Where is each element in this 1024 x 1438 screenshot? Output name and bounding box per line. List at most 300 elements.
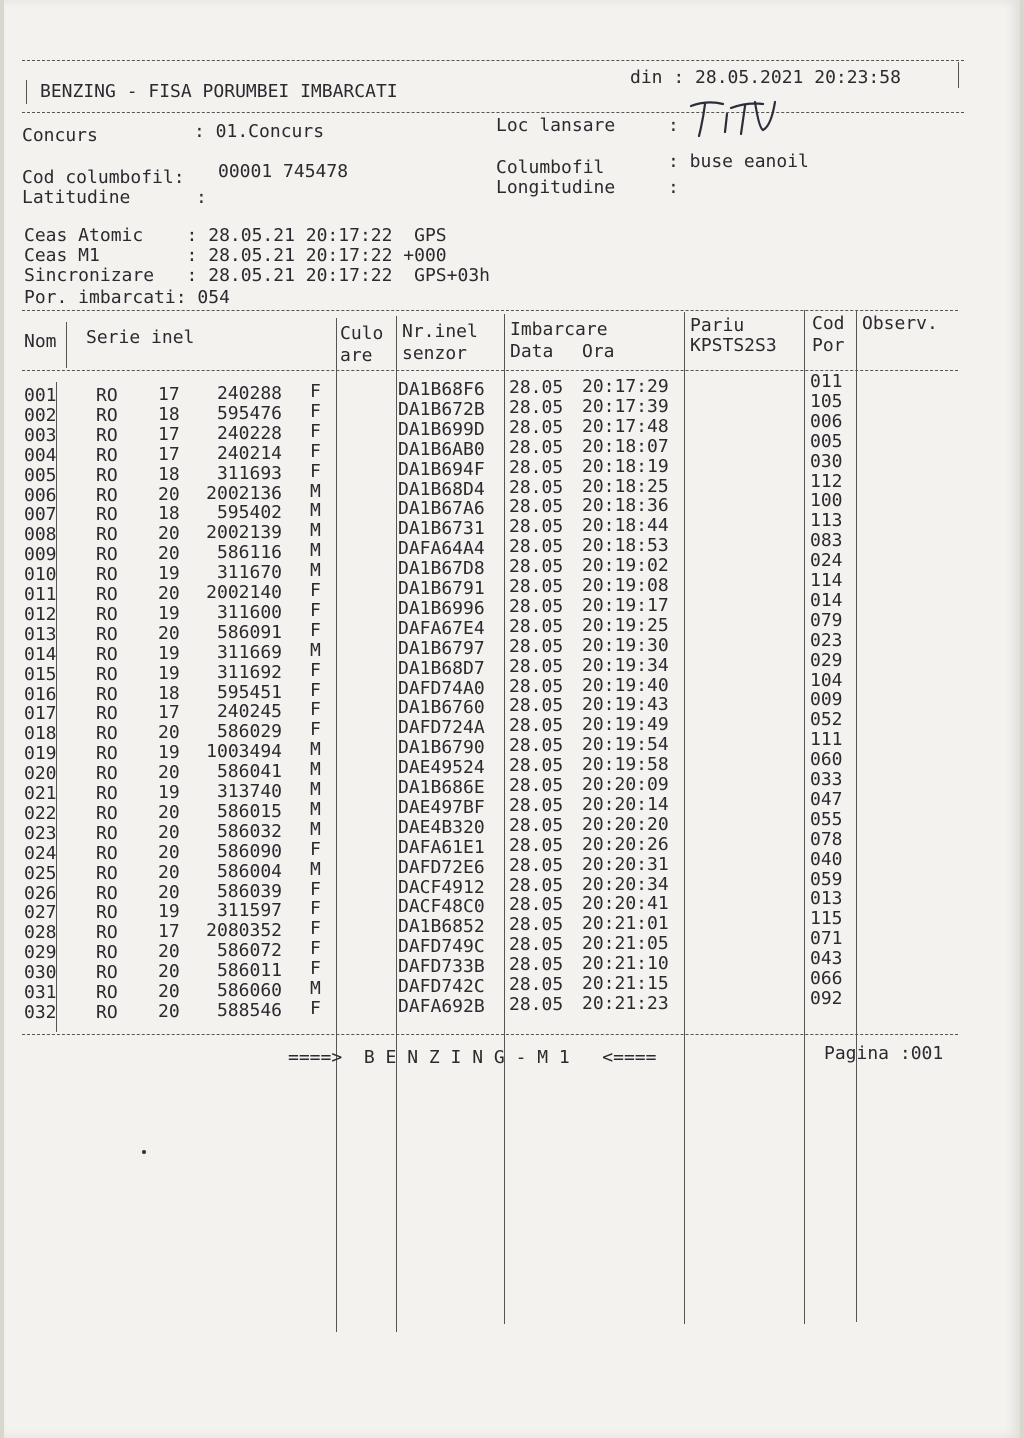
sensor-cell: DAFA61E1 bbox=[398, 836, 485, 858]
sex-cell: F bbox=[310, 580, 321, 601]
ring-number-cell: 586011 bbox=[216, 960, 282, 982]
sex-cell: F bbox=[310, 918, 321, 940]
ring-number-cell: 595402 bbox=[216, 502, 282, 524]
cod-por-cell: 005 bbox=[810, 430, 843, 452]
nom-cell: 013 bbox=[24, 623, 57, 645]
date-cell: 28.05 bbox=[509, 775, 564, 796]
col-header-serie: Serie inel bbox=[86, 327, 195, 348]
ring-number-cell: 586091 bbox=[216, 621, 282, 643]
time-cell: 20:19:02 bbox=[582, 555, 669, 577]
date-cell: 28.05 bbox=[509, 974, 564, 995]
sensor-cell: DA1B68D7 bbox=[398, 657, 485, 679]
sex-cell: F bbox=[310, 400, 321, 422]
sensor-cell: DA1B694F bbox=[398, 458, 485, 480]
sex-cell: M bbox=[310, 978, 321, 999]
sensor-cell: DA1B6790 bbox=[398, 737, 485, 759]
year-cell: 20 bbox=[158, 881, 180, 903]
ring-number-cell: 311597 bbox=[216, 900, 282, 922]
nom-cell: 001 bbox=[24, 385, 57, 406]
time-cell: 20:19:54 bbox=[582, 734, 669, 756]
sex-cell: M bbox=[310, 779, 321, 800]
col-header-culoare-1: Culo bbox=[340, 323, 384, 344]
cod-por-cell: 083 bbox=[810, 530, 843, 552]
sensor-cell: DA1B6731 bbox=[398, 518, 485, 540]
country-cell: RO bbox=[96, 564, 118, 586]
printed-sheet bbox=[4, 0, 1020, 1438]
country-cell: RO bbox=[96, 404, 118, 426]
time-cell: 20:20:20 bbox=[582, 813, 669, 835]
ring-number-cell: 311670 bbox=[216, 562, 282, 584]
footer-page-number: Pagina :001 bbox=[824, 1043, 944, 1064]
ring-number-cell: 586060 bbox=[216, 980, 282, 1001]
sex-cell: F bbox=[310, 719, 321, 741]
sensor-cell: DA1B6AB0 bbox=[398, 438, 485, 460]
date-cell: 28.05 bbox=[509, 476, 564, 498]
cod-por-cell: 079 bbox=[810, 609, 843, 631]
year-cell: 20 bbox=[158, 483, 180, 505]
sensor-cell: DA1B68F6 bbox=[398, 379, 485, 400]
ring-number-cell: 586090 bbox=[216, 840, 282, 862]
time-cell: 20:19:40 bbox=[582, 674, 669, 696]
loc-lansare-label: Loc lansare bbox=[496, 115, 616, 136]
cod-por-cell: 114 bbox=[810, 570, 843, 591]
sensor-cell: DA1B67D8 bbox=[398, 558, 485, 580]
date-cell: 28.05 bbox=[509, 456, 564, 478]
time-cell: 20:19:25 bbox=[582, 614, 669, 636]
country-cell: RO bbox=[96, 723, 118, 745]
latitudine-label: Latitudine bbox=[22, 187, 131, 208]
cod-por-cell: 030 bbox=[810, 450, 843, 472]
time-cell: 20:20:26 bbox=[582, 833, 669, 855]
country-cell: RO bbox=[96, 683, 118, 705]
nom-cell: 003 bbox=[24, 424, 57, 446]
report-title: BENZING - FISA PORUMBEI IMBARCATI bbox=[40, 81, 398, 102]
cod-por-cell: 040 bbox=[810, 848, 843, 870]
country-cell: RO bbox=[96, 763, 118, 785]
country-cell: RO bbox=[96, 842, 118, 864]
sensor-cell: DA1B6852 bbox=[398, 916, 485, 938]
nom-cell: 016 bbox=[24, 683, 57, 705]
col-header-pariu-1: Pariu bbox=[690, 315, 745, 336]
sex-cell: F bbox=[310, 699, 321, 721]
sex-cell: M bbox=[310, 500, 321, 522]
ring-number-cell: 586004 bbox=[216, 860, 282, 882]
time-cell: 20:18:07 bbox=[582, 435, 669, 457]
year-cell: 17 bbox=[158, 384, 180, 405]
year-cell: 20 bbox=[158, 801, 180, 823]
country-cell: RO bbox=[96, 385, 118, 406]
time-cell: 20:18:36 bbox=[582, 495, 669, 517]
sensor-cell: DAFA692B bbox=[398, 995, 485, 1017]
sensor-cell: DACF4912 bbox=[398, 876, 485, 898]
sex-cell: F bbox=[310, 619, 321, 641]
sensor-cell: DA1B6996 bbox=[398, 597, 485, 619]
nom-cell: 028 bbox=[24, 922, 57, 944]
time-cell: 20:21:23 bbox=[582, 992, 669, 1014]
year-cell: 20 bbox=[158, 841, 180, 863]
cod-por-cell: 060 bbox=[810, 749, 843, 771]
nom-cell: 012 bbox=[24, 603, 57, 625]
longitudine-separator: : bbox=[668, 177, 679, 198]
cod-por-cell: 047 bbox=[810, 788, 843, 810]
year-cell: 19 bbox=[158, 642, 180, 664]
country-cell: RO bbox=[96, 942, 118, 964]
cod-por-cell: 011 bbox=[810, 371, 843, 392]
nom-cell: 004 bbox=[24, 444, 57, 466]
time-cell: 20:19:43 bbox=[582, 694, 669, 716]
cod-por-cell: 113 bbox=[810, 510, 843, 532]
sex-cell: M bbox=[310, 739, 321, 761]
year-cell: 20 bbox=[158, 1000, 180, 1022]
nom-cell: 020 bbox=[24, 763, 57, 785]
sensor-cell: DAFD72E6 bbox=[398, 856, 485, 878]
sex-cell: F bbox=[310, 938, 321, 960]
date-cell: 28.05 bbox=[509, 715, 564, 737]
country-cell: RO bbox=[96, 882, 118, 904]
year-cell: 20 bbox=[158, 622, 180, 644]
table-top-rule bbox=[22, 310, 958, 311]
country-cell: RO bbox=[96, 902, 118, 924]
year-cell: 20 bbox=[158, 523, 180, 545]
col-sep-nom bbox=[66, 322, 67, 368]
sex-cell: F bbox=[310, 420, 321, 442]
header-bottom-rule bbox=[22, 112, 964, 113]
sex-cell: M bbox=[310, 858, 321, 880]
country-cell: RO bbox=[96, 444, 118, 466]
date-cell: 28.05 bbox=[509, 536, 564, 558]
col-header-cod-2: Por bbox=[812, 335, 845, 356]
sensor-cell: DAFD733B bbox=[398, 956, 485, 978]
sex-cell: F bbox=[310, 997, 321, 1019]
date-cell: 28.05 bbox=[509, 615, 564, 637]
country-cell: RO bbox=[96, 703, 118, 725]
ring-number-cell: 311669 bbox=[216, 641, 282, 663]
ring-number-cell: 313740 bbox=[216, 781, 282, 802]
report-datetime: din : 28.05.2021 20:23:58 bbox=[630, 67, 901, 88]
col-header-nrinel-1: Nr.inel bbox=[402, 321, 478, 342]
date-cell: 28.05 bbox=[509, 635, 564, 657]
nom-cell: 029 bbox=[24, 942, 57, 964]
year-cell: 20 bbox=[158, 961, 180, 983]
sensor-cell: DACF48C0 bbox=[398, 896, 485, 918]
sensor-cell: DA1B6797 bbox=[398, 637, 485, 659]
date-cell: 28.05 bbox=[509, 954, 564, 976]
sex-cell: M bbox=[310, 560, 321, 582]
sensor-cell: DAFD74A0 bbox=[398, 677, 485, 699]
cod-por-cell: 066 bbox=[810, 968, 843, 989]
year-cell: 18 bbox=[158, 682, 180, 704]
sincronizare-line: Sincronizare : 28.05.21 20:17:22 GPS+03h bbox=[24, 265, 490, 286]
year-cell: 19 bbox=[158, 563, 180, 585]
nom-cell: 026 bbox=[24, 882, 57, 904]
sensor-cell: DA1B6791 bbox=[398, 578, 485, 599]
ring-number-cell: 586029 bbox=[216, 721, 282, 743]
date-cell: 28.05 bbox=[509, 993, 564, 1015]
cod-por-cell: 024 bbox=[810, 550, 843, 572]
time-cell: 20:19:49 bbox=[582, 714, 669, 736]
sensor-cell: DAFD742C bbox=[398, 976, 485, 997]
time-cell: 20:20:31 bbox=[582, 853, 669, 875]
ring-number-cell: 595451 bbox=[216, 681, 282, 703]
ring-number-cell: 2080352 bbox=[206, 920, 282, 942]
year-cell: 20 bbox=[158, 583, 180, 604]
sex-cell: M bbox=[310, 520, 321, 542]
year-cell: 17 bbox=[158, 921, 180, 943]
time-cell: 20:18:44 bbox=[582, 515, 669, 537]
sensor-cell: DA1B68D4 bbox=[398, 478, 485, 500]
year-cell: 19 bbox=[158, 782, 180, 803]
por-imbarcati-line: Por. imbarcati: 054 bbox=[24, 287, 230, 308]
sex-cell: F bbox=[310, 958, 321, 980]
cod-por-cell: 029 bbox=[810, 649, 843, 671]
date-cell: 28.05 bbox=[509, 834, 564, 856]
ring-number-cell: 2002140 bbox=[206, 582, 282, 603]
nom-cell: 018 bbox=[24, 723, 57, 745]
ring-number-cell: 588546 bbox=[216, 999, 282, 1021]
col-header-ora: Ora bbox=[582, 341, 615, 362]
nom-cell: 005 bbox=[24, 464, 57, 486]
year-cell: 20 bbox=[158, 941, 180, 963]
country-cell: RO bbox=[96, 663, 118, 685]
sex-cell: M bbox=[310, 759, 321, 781]
cod-por-cell: 104 bbox=[810, 669, 843, 691]
sensor-cell: DAFA67E4 bbox=[398, 617, 485, 639]
col-header-nom: Nom bbox=[24, 331, 57, 352]
ring-number-cell: 586041 bbox=[216, 761, 282, 783]
nom-cell: 024 bbox=[24, 842, 57, 864]
col-header-observ: Observ. bbox=[862, 313, 938, 334]
country-cell: RO bbox=[96, 643, 118, 665]
sensor-cell: DAE497BF bbox=[398, 796, 485, 818]
sex-cell: M bbox=[310, 639, 321, 661]
ring-number-cell: 586015 bbox=[216, 800, 282, 822]
nom-cell: 008 bbox=[24, 524, 57, 546]
ink-speck bbox=[142, 1150, 146, 1154]
date-cell: 28.05 bbox=[509, 396, 564, 418]
cod-por-cell: 023 bbox=[810, 629, 843, 651]
ring-number-cell: 2002139 bbox=[206, 522, 282, 544]
country-cell: RO bbox=[96, 424, 118, 446]
ring-number-cell: 240288 bbox=[216, 383, 282, 404]
cod-por-cell: 092 bbox=[810, 987, 843, 1009]
date-cell: 28.05 bbox=[509, 814, 564, 836]
sex-cell: M bbox=[310, 480, 321, 502]
country-cell: RO bbox=[96, 822, 118, 844]
time-cell: 20:21:01 bbox=[582, 913, 669, 935]
cod-por-cell: 014 bbox=[810, 589, 843, 611]
date-cell: 28.05 bbox=[509, 755, 564, 777]
ceas-atomic-line: Ceas Atomic : 28.05.21 20:17:22 GPS bbox=[24, 225, 447, 246]
time-cell: 20:20:34 bbox=[582, 873, 669, 895]
sensor-cell: DA1B699D bbox=[398, 418, 485, 440]
sex-cell: F bbox=[310, 679, 321, 701]
cod-por-cell: 052 bbox=[810, 709, 843, 731]
date-cell: 28.05 bbox=[509, 655, 564, 677]
time-cell: 20:17:48 bbox=[582, 415, 669, 437]
nom-cell: 009 bbox=[24, 544, 57, 566]
sex-cell: F bbox=[310, 898, 321, 920]
country-cell: RO bbox=[96, 962, 118, 984]
sensor-cell: DA1B686E bbox=[398, 777, 485, 798]
cod-por-cell: 100 bbox=[810, 490, 843, 512]
date-cell: 28.05 bbox=[509, 934, 564, 956]
year-cell: 18 bbox=[158, 503, 180, 525]
time-cell: 20:19:08 bbox=[582, 575, 669, 596]
nom-cell: 006 bbox=[24, 484, 57, 506]
cod-por-cell: 111 bbox=[810, 729, 843, 751]
year-cell: 20 bbox=[158, 762, 180, 784]
year-cell: 20 bbox=[158, 821, 180, 843]
year-cell: 19 bbox=[158, 901, 180, 923]
sex-cell: F bbox=[310, 659, 321, 681]
nom-cell: 031 bbox=[24, 982, 57, 1003]
nom-cell: 007 bbox=[24, 504, 57, 526]
year-cell: 17 bbox=[158, 423, 180, 445]
time-cell: 20:19:34 bbox=[582, 654, 669, 676]
concurs-label: Concurs bbox=[22, 125, 98, 146]
country-cell: RO bbox=[96, 544, 118, 566]
year-cell: 17 bbox=[158, 443, 180, 465]
nom-cell: 027 bbox=[24, 902, 57, 924]
nom-cell: 014 bbox=[24, 643, 57, 665]
cod-por-cell: 078 bbox=[810, 828, 843, 850]
sex-cell: F bbox=[310, 440, 321, 462]
country-cell: RO bbox=[96, 922, 118, 944]
time-cell: 20:19:17 bbox=[582, 594, 669, 616]
nom-cell: 002 bbox=[24, 404, 57, 426]
ring-number-cell: 311693 bbox=[216, 462, 282, 484]
columbofil-label: Columbofil bbox=[496, 157, 605, 178]
ring-number-cell: 586116 bbox=[216, 542, 282, 564]
columbofil-value: : buse eanoil bbox=[668, 151, 809, 172]
year-cell: 20 bbox=[158, 722, 180, 744]
nom-cell: 022 bbox=[24, 802, 57, 824]
sensor-cell: DAFD724A bbox=[398, 717, 485, 739]
time-cell: 20:19:58 bbox=[582, 754, 669, 776]
country-cell: RO bbox=[96, 862, 118, 884]
sex-cell: F bbox=[310, 381, 321, 402]
year-cell: 18 bbox=[158, 463, 180, 485]
cod-por-cell: 055 bbox=[810, 808, 843, 830]
sensor-cell: DA1B672B bbox=[398, 398, 485, 420]
date-cell: 28.05 bbox=[509, 377, 564, 398]
year-cell: 20 bbox=[158, 861, 180, 883]
sensor-cell: DA1B67A6 bbox=[398, 498, 485, 520]
year-cell: 19 bbox=[158, 662, 180, 684]
nom-cell: 021 bbox=[24, 783, 57, 804]
country-cell: RO bbox=[96, 603, 118, 625]
col-header-cod-1: Cod bbox=[812, 313, 845, 334]
nom-cell: 032 bbox=[24, 1001, 57, 1023]
header-left-border bbox=[26, 80, 27, 104]
sex-cell: M bbox=[310, 818, 321, 840]
col-header-culoare-2: are bbox=[340, 345, 373, 366]
country-cell: RO bbox=[96, 1001, 118, 1023]
country-cell: RO bbox=[96, 464, 118, 486]
time-cell: 20:20:14 bbox=[582, 793, 669, 815]
cod-por-cell: 033 bbox=[810, 769, 843, 790]
country-cell: RO bbox=[96, 783, 118, 804]
nom-cell: 019 bbox=[24, 743, 57, 765]
country-cell: RO bbox=[96, 982, 118, 1003]
latitudine-separator: : bbox=[196, 187, 207, 208]
time-cell: 20:21:10 bbox=[582, 953, 669, 975]
footer-brand: ====> B E N Z I N G - M 1 <==== bbox=[288, 1047, 657, 1068]
country-cell: RO bbox=[96, 623, 118, 645]
year-cell: 19 bbox=[158, 602, 180, 624]
cod-por-cell: 043 bbox=[810, 948, 843, 970]
ring-number-cell: 586032 bbox=[216, 820, 282, 842]
header-right-border bbox=[958, 62, 959, 88]
time-cell: 20:19:30 bbox=[582, 634, 669, 656]
year-cell: 20 bbox=[158, 981, 180, 1002]
date-cell: 28.05 bbox=[509, 416, 564, 438]
col-header-nrinel-2: senzor bbox=[402, 343, 468, 364]
time-cell: 20:18:53 bbox=[582, 535, 669, 557]
sex-cell: F bbox=[310, 838, 321, 860]
cod-por-cell: 115 bbox=[810, 908, 843, 930]
cod-por-cell: 006 bbox=[810, 410, 843, 432]
col-header-data: Data bbox=[510, 341, 554, 362]
sex-cell: M bbox=[310, 540, 321, 562]
time-cell: 20:21:15 bbox=[582, 973, 669, 994]
date-cell: 28.05 bbox=[509, 496, 564, 518]
ring-number-cell: 586072 bbox=[216, 940, 282, 962]
time-cell: 20:18:25 bbox=[582, 475, 669, 497]
cod-por-cell: 112 bbox=[810, 470, 843, 492]
ring-number-cell: 240245 bbox=[216, 701, 282, 723]
country-cell: RO bbox=[96, 584, 118, 605]
table-bottom-rule bbox=[22, 1034, 958, 1035]
sex-cell: F bbox=[310, 878, 321, 900]
date-cell: 28.05 bbox=[509, 735, 564, 757]
ring-number-cell: 595476 bbox=[216, 402, 282, 424]
cod-columbofil-label: Cod columbofil: bbox=[22, 167, 185, 188]
sensor-cell: DAE49524 bbox=[398, 757, 485, 779]
country-cell: RO bbox=[96, 484, 118, 506]
sensor-cell: DAE4B320 bbox=[398, 816, 485, 838]
sensor-cell: DA1B6760 bbox=[398, 697, 485, 719]
ring-number-cell: 2002136 bbox=[206, 482, 282, 504]
nom-cell: 023 bbox=[24, 822, 57, 844]
sex-cell: F bbox=[310, 599, 321, 621]
country-cell: RO bbox=[96, 743, 118, 765]
year-cell: 19 bbox=[158, 742, 180, 764]
concurs-value: : 01.Concurs bbox=[194, 121, 325, 142]
year-cell: 20 bbox=[158, 543, 180, 565]
date-cell: 28.05 bbox=[509, 854, 564, 876]
date-cell: 28.05 bbox=[509, 436, 564, 458]
sex-cell: F bbox=[310, 460, 321, 482]
cod-por-cell: 071 bbox=[810, 928, 843, 950]
date-cell: 28.05 bbox=[509, 894, 564, 916]
ring-number-cell: 1003494 bbox=[206, 741, 282, 763]
date-cell: 28.05 bbox=[509, 556, 564, 578]
ring-number-cell: 311600 bbox=[216, 601, 282, 623]
ring-number-cell: 240228 bbox=[216, 422, 282, 444]
time-cell: 20:21:05 bbox=[582, 933, 669, 955]
time-cell: 20:17:29 bbox=[582, 376, 669, 397]
sensor-cell: DAFA64A4 bbox=[398, 538, 485, 560]
cod-columbofil-value: 00001 745478 bbox=[218, 161, 349, 182]
date-cell: 28.05 bbox=[509, 576, 564, 597]
nom-cell: 015 bbox=[24, 663, 57, 685]
date-cell: 28.05 bbox=[509, 516, 564, 538]
col-header-pariu-2: KPSTS2S3 bbox=[690, 335, 777, 356]
time-cell: 20:18:19 bbox=[582, 455, 669, 477]
ring-number-cell: 311692 bbox=[216, 661, 282, 683]
sex-cell: M bbox=[310, 798, 321, 820]
